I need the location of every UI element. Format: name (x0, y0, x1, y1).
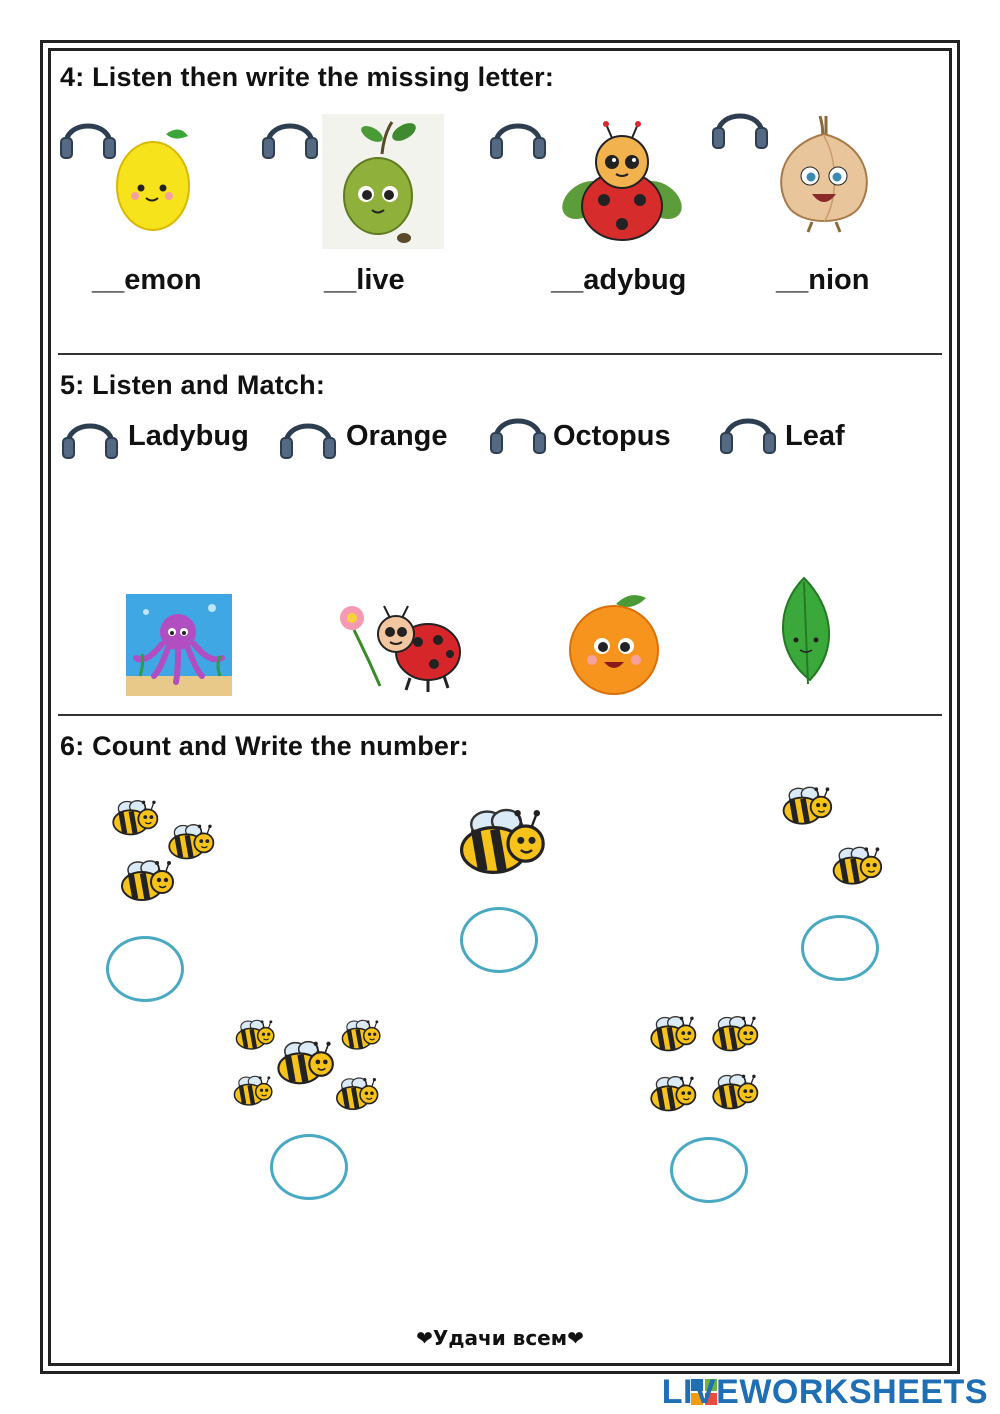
ladybug-picture[interactable] (334, 598, 464, 694)
lemon-icon (108, 122, 203, 234)
bee-icon (828, 842, 884, 890)
octopus-picture[interactable] (126, 594, 232, 696)
headphones-icon[interactable] (488, 405, 548, 455)
bee-icon (232, 1016, 276, 1054)
bee-icon (646, 1072, 698, 1116)
ladybug-icon (556, 120, 686, 248)
section-5-heading: 5: Listen and Match: (60, 370, 326, 400)
section-divider (58, 714, 942, 716)
missing-letter-word[interactable]: __nion (776, 264, 870, 296)
section-4-heading: 4: Listen then write the missing letter: (60, 62, 555, 92)
footer-message: ❤Удачи всем❤ (416, 1326, 584, 1350)
answer-circle[interactable] (106, 936, 184, 1002)
match-word[interactable]: Octopus (553, 420, 671, 452)
bee-icon (338, 1016, 382, 1054)
bee-icon (708, 1012, 760, 1056)
answer-circle[interactable] (801, 915, 879, 981)
missing-letter-word[interactable]: __emon (92, 264, 202, 296)
bee-icon (646, 1012, 698, 1056)
headphones-icon[interactable] (488, 110, 548, 160)
bees-group (228, 1012, 388, 1124)
section-6-heading: 6: Count and Write the number: (60, 731, 469, 761)
orange-picture[interactable] (566, 590, 664, 698)
bee-icon (272, 1036, 336, 1090)
bee-icon (108, 796, 160, 840)
bee-icon (116, 856, 176, 906)
section-divider (58, 353, 942, 355)
headphones-icon[interactable] (60, 410, 120, 460)
bees-group (452, 800, 552, 888)
inner-border (48, 48, 952, 1366)
brand-name[interactable]: LIVEWORKSHEETS (661, 1373, 988, 1411)
match-word[interactable]: Orange (346, 420, 448, 452)
olive-icon (322, 114, 444, 249)
match-word[interactable]: Leaf (785, 420, 845, 452)
bee-icon (332, 1074, 380, 1114)
bees-group (778, 782, 888, 894)
bee-icon (452, 800, 548, 884)
bees-group (100, 790, 228, 920)
missing-letter-word[interactable]: __adybug (551, 264, 687, 296)
bee-icon (230, 1072, 274, 1110)
headphones-icon[interactable] (278, 410, 338, 460)
bee-icon (778, 782, 834, 830)
missing-letter-word[interactable]: __live (324, 264, 405, 296)
headphones-icon[interactable] (718, 405, 778, 455)
answer-circle[interactable] (270, 1134, 348, 1200)
match-word[interactable]: Ladybug (128, 420, 249, 452)
onion-icon (768, 110, 880, 238)
leaf-picture[interactable] (770, 576, 840, 688)
answer-circle[interactable] (670, 1137, 748, 1203)
headphones-icon[interactable] (710, 100, 770, 150)
bee-icon (708, 1070, 760, 1114)
bees-group (644, 1008, 764, 1124)
answer-circle[interactable] (460, 907, 538, 973)
headphones-icon[interactable] (260, 110, 320, 160)
